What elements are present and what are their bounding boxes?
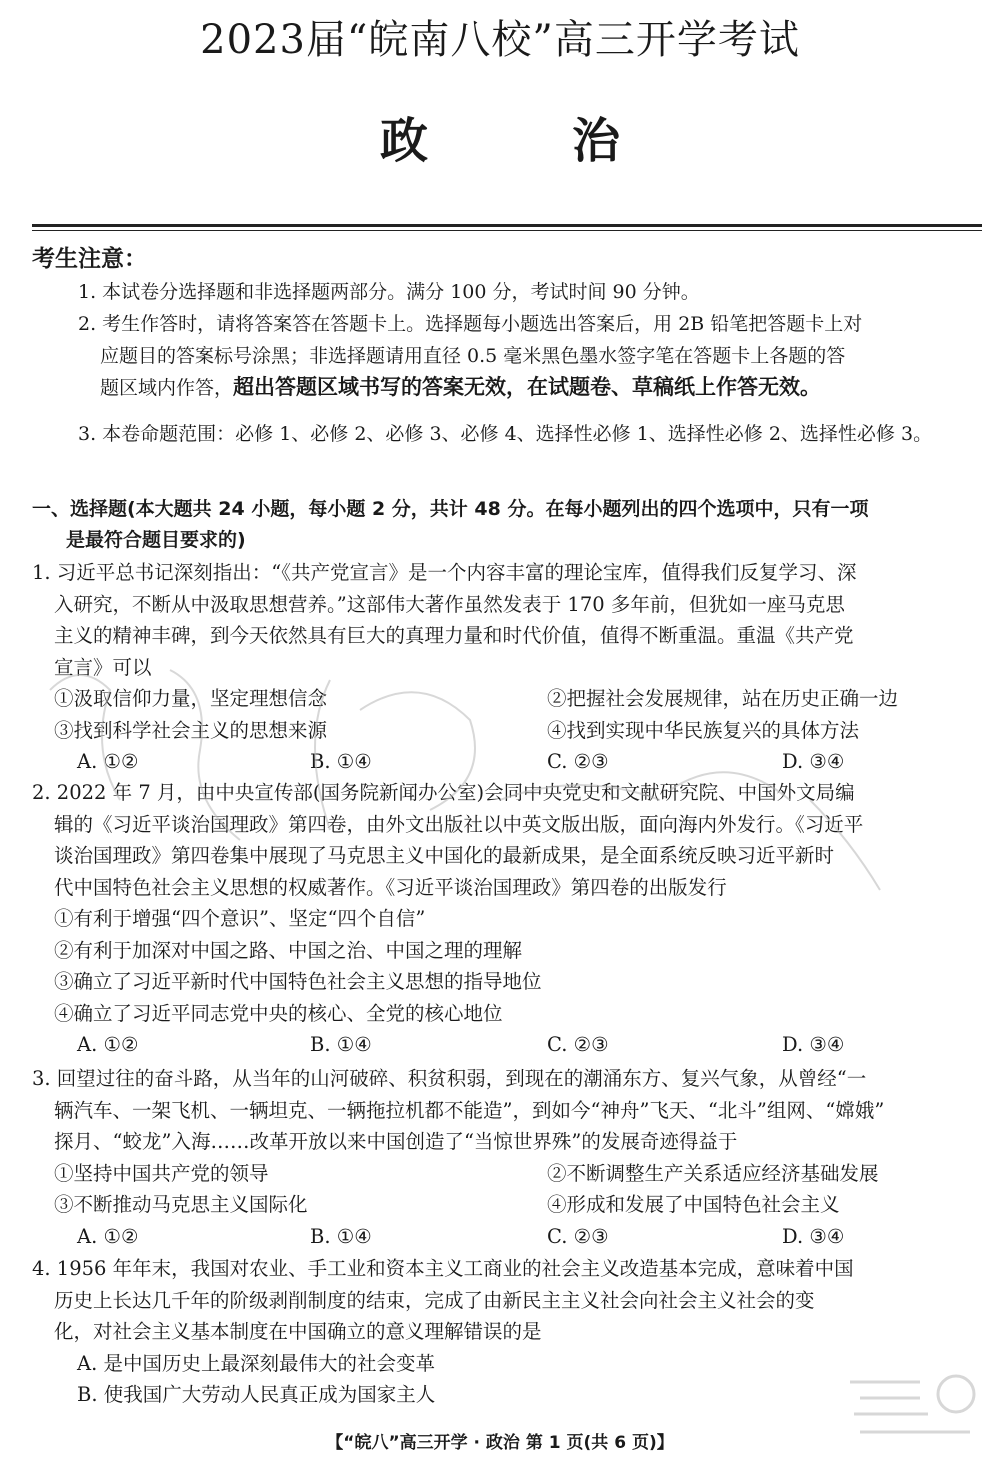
question-2-line-2: 辑的《习近平谈治国理政》第四卷，由外文出版社以中英文版出版，面向海内外发行。《习近平 (54, 812, 864, 836)
question-4-line-2: 历史上长达几千年的阶级剥削制度的结束，完成了由新民主主义社会向社会主义社会的变 (54, 1288, 815, 1312)
question-3-choices (32, 1221, 987, 1253)
question-4-line-3: 化，对社会主义基本制度在中国确立的意义理解错误的是 (54, 1320, 542, 1343)
question-1-option-4: ④找到实现中华民族复兴的具体方法 (547, 718, 860, 742)
notice-title: 考生注意： (32, 246, 147, 272)
exam-title: 2023届“皖南八校”高三开学考试 (200, 17, 800, 63)
notice-item-2-line-1: 2. 考生作答时，请将答案答在答题卡上。选择题每小题选出答案后，用 2B 铅笔把答题卡上对 (78, 313, 863, 335)
question-1-option-3: ③找到科学社会主义的思想来源 (54, 718, 328, 742)
question-3-option-2: ②不断调整生产关系适应经济基础发展 (547, 1161, 879, 1185)
notice-item-1: 1. 本试卷分选择题和非选择题两部分。满分 100 分，考试时间 90 分钟。 (78, 281, 700, 303)
question-2-choice-b[interactable]: B. ①④ (310, 1033, 372, 1056)
question-2-line-3: 谈治国理政》第四卷集中展现了马克思主义中国化的最新成果，是全面系统反映习近平新时 (54, 844, 835, 867)
question-1-option-2: ②把握社会发展规律，站在历史正确一边 (547, 687, 899, 710)
question-1 (32, 557, 987, 778)
question-1-options-row-2 (32, 715, 987, 747)
question-1-option-1: ①汲取信仰力量，坚定理想信念 (54, 687, 328, 710)
header-divider-thick (32, 224, 982, 227)
question-2-option-2: ②有利于加深对中国之路、中国之治、中国之理的理解 (54, 938, 523, 962)
question-4-choice-b[interactable]: B. 使我国广大劳动人民真正成为国家主人 (77, 1383, 436, 1406)
question-3-option-3: ③不断推动马克思主义国际化 (54, 1193, 308, 1216)
question-4 (32, 1253, 987, 1411)
question-1-options-row-1 (32, 683, 987, 715)
question-3-choice-d[interactable]: D. ③④ (782, 1224, 845, 1248)
question-1-line-2: 入研究，不断从中汲取思想营养。”这部伟大著作虽然发表于 170 多年前，但犹如一座马克思 (54, 592, 845, 616)
question-4-line-1: 4. 1956 年年末，我国对农业、手工业和资本主义工商业的社会主义改造基本完成，意味着中国 (32, 1257, 854, 1280)
question-2-line-1: 2. 2022 年 7 月，由中央宣传部(国务院新闻办公室)会同中央党史和文献研究院、中国外文局编 (32, 781, 855, 804)
question-3-option-1: ①坚持中国共产党的领导 (54, 1161, 269, 1185)
notice-item-2-emphasis: 超出答题区域书写的答案无效，在试题卷、草稿纸上作答无效。 (233, 375, 822, 399)
question-4-choice-a[interactable]: A. 是中国历史上最深刻最伟大的社会变革 (77, 1351, 435, 1375)
question-1-line-4: 宣言》可以 (54, 655, 152, 679)
question-3-option-4: ④形成和发展了中国特色社会主义 (547, 1193, 840, 1216)
notice-item-2-line-2: 应题目的答案标号涂黑；非选择题请用直径 0.5 毫米黑色墨水签字笔在答题卡上各题的答 (100, 344, 846, 367)
question-3-options-row-2 (32, 1189, 987, 1221)
question-2-option-3: ③确立了习近平新时代中国特色社会主义思想的指导地位 (54, 970, 542, 993)
subject-char-1: 政 (379, 113, 428, 169)
page-footer: 【“皖八”高三开学 · 政治 第 1 页(共 6 页)】 (326, 1433, 674, 1453)
question-2-option-4: ④确立了习近平同志党中央的核心、全党的核心地位 (54, 1001, 503, 1025)
question-3-line-3: 探月、“蛟龙”入海……改革开放以来中国创造了“当惊世界殊”的发展奇迹得益于 (54, 1130, 738, 1153)
question-2-option-1: ①有利于增强“四个意识”、坚定“四个自信” (54, 907, 426, 930)
question-1-line-3: 主义的精神丰碑，到今天依然具有巨大的真理力量和时代价值，值得不断重温。重温《共产党 (54, 624, 854, 647)
notice-item-2 (78, 309, 988, 405)
subject-char-2: 治 (572, 113, 621, 169)
question-2-choice-d[interactable]: D. ③④ (782, 1033, 845, 1056)
question-3-options-row-1 (32, 1158, 987, 1190)
notice-item-3: 3. 本卷命题范围：必修 1、必修 2、必修 3、必修 4、选择性必修 1、选择性必修 2、选择性必修 3。 (78, 423, 933, 445)
question-1-line-1: 1. 习近平总书记深刻指出：“《共产党宣言》是一个内容丰富的理论宝库，值得我们反复学习、深 (32, 561, 857, 584)
question-1-choice-c[interactable]: C. ②③ (547, 750, 609, 773)
question-1-choices (32, 746, 987, 778)
section-heading (32, 494, 987, 556)
section-heading-line-2: 是最符合题目要求的) (66, 529, 246, 551)
question-2-choices (32, 1029, 987, 1061)
question-3-choice-b[interactable]: B. ①④ (310, 1224, 372, 1248)
question-2-choice-c[interactable]: C. ②③ (547, 1033, 609, 1056)
question-3-choice-c[interactable]: C. ②③ (547, 1224, 609, 1248)
question-1-choice-d[interactable]: D. ③④ (782, 750, 845, 773)
header-divider-thin (32, 230, 982, 231)
question-3-line-1: 3. 回望过往的奋斗路，从当年的山河破碎、积贫积弱，到现在的潮涌东方、复兴气象，从曾经“一 (32, 1067, 867, 1090)
question-2-choice-a[interactable]: A. ①② (77, 1033, 139, 1056)
question-1-choice-b[interactable]: B. ①④ (310, 750, 372, 773)
question-2 (32, 777, 987, 1061)
question-3 (32, 1063, 987, 1252)
question-1-choice-a[interactable]: A. ①② (77, 750, 139, 773)
subject-title (0, 102, 1000, 171)
question-3-line-2: 辆汽车、一架飞机、一辆坦克、一辆拖拉机都不能造”，到如今“神舟”飞天、“北斗”组网、“嫦娥” (54, 1098, 885, 1122)
notice-item-2-line-3: 题区域内作答， (100, 377, 234, 399)
section-heading-line-1: 一、选择题(本大题共 24 小题，每小题 2 分，共计 48 分。在每小题列出的四个选项中，只有一项 (32, 498, 869, 520)
question-3-choice-a[interactable]: A. ①② (77, 1224, 139, 1248)
question-2-line-4: 代中国特色社会主义思想的权威著作。《习近平谈治国理政》第四卷的出版发行 (54, 875, 727, 899)
